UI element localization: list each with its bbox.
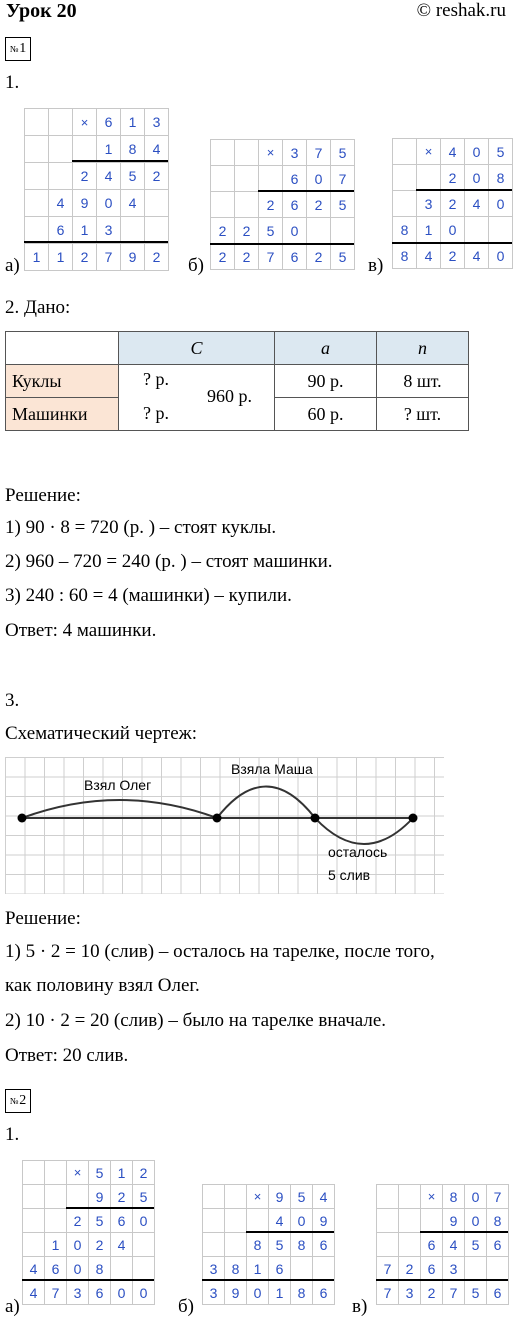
mult-b-label: б) bbox=[188, 255, 204, 276]
scheme-title: Схематический чертеж: bbox=[5, 723, 198, 744]
mult-a-cell-r2-c1 bbox=[49, 163, 73, 190]
mult-b-cell-r2-c5: 5 bbox=[331, 192, 355, 218]
mult2-a-cell-r4-c5 bbox=[133, 1257, 155, 1281]
mult2-b-label: б) bbox=[178, 1296, 194, 1317]
mult2-b-cell-r3-c3: 6 bbox=[269, 1257, 291, 1281]
mult2-a-cell-r4-c3: 8 bbox=[89, 1257, 111, 1281]
mult-grid-a bbox=[24, 108, 169, 271]
mult-v-line-1 bbox=[416, 189, 512, 191]
mult2-a-cell-r5-c2: 3 bbox=[67, 1281, 89, 1305]
mult2-a-cell-r3-c1: 1 bbox=[45, 1233, 67, 1257]
mult2-b-cell-r3-c5 bbox=[313, 1257, 335, 1281]
mult2-v-cell-r0-c5: 7 bbox=[487, 1185, 509, 1209]
solution-2-step-3: 3) 240 : 60 = 4 (машинки) – купили. bbox=[5, 585, 292, 606]
mult-grid-b bbox=[210, 139, 355, 270]
mult2-b-cell-r0-c2: × bbox=[247, 1185, 269, 1209]
mult-a-cell-r3-c4: 4 bbox=[121, 190, 145, 217]
mult-a-cell-r0-c2: × bbox=[73, 109, 97, 136]
mult2-b-cell-r1-c4: 0 bbox=[291, 1209, 313, 1233]
mult-b-cell-r1-c3: 6 bbox=[283, 166, 307, 192]
mult2-a-cell-r1-c0 bbox=[23, 1185, 45, 1209]
mult2-a-cell-r3-c2: 0 bbox=[67, 1233, 89, 1257]
mult2-b-cell-r2-c4: 8 bbox=[291, 1233, 313, 1257]
mult-v-cell-r3-c3 bbox=[465, 217, 489, 243]
mult-v-cell-r1-c2: 2 bbox=[441, 165, 465, 191]
mult-a-cell-r4-c4 bbox=[121, 217, 145, 244]
mult-v-cell-r0-c0 bbox=[393, 139, 417, 165]
mult-a-cell-r1-c0 bbox=[25, 136, 49, 163]
mult2-a-line-2 bbox=[22, 1279, 154, 1281]
mult2-a-cell-r3-c0 bbox=[23, 1233, 45, 1257]
solution-title-3: Решение: bbox=[5, 908, 81, 929]
mult-a-cell-r1-c4: 8 bbox=[121, 136, 145, 163]
mult2-v-cell-r2-c1 bbox=[399, 1233, 421, 1257]
mult2-v-cell-r4-c2: 2 bbox=[421, 1281, 443, 1305]
mult-b-cell-r3-c0: 2 bbox=[211, 218, 235, 244]
mult2-b-cell-r1-c1 bbox=[225, 1209, 247, 1233]
mult2-v-line-2 bbox=[376, 1279, 508, 1281]
mult-a-cell-r5-c3: 7 bbox=[97, 244, 121, 271]
mult2-b-cell-r0-c0 bbox=[203, 1185, 225, 1209]
mult-a-cell-r2-c2: 2 bbox=[73, 163, 97, 190]
mult2-v-cell-r1-c1 bbox=[399, 1209, 421, 1233]
scheme-svg bbox=[5, 757, 444, 894]
mult2-a-cell-r0-c0 bbox=[23, 1161, 45, 1185]
mult2-b-cell-r0-c3: 9 bbox=[269, 1185, 291, 1209]
mult2-b-cell-r3-c4 bbox=[291, 1257, 313, 1281]
solution-2-step-2: 2) 960 – 720 = 240 (р. ) – стоят машинки. bbox=[5, 551, 333, 572]
mult2-v-cell-r4-c0: 7 bbox=[377, 1281, 399, 1305]
solution-3-step-1: 1) 5 · 2 = 10 (слив) – осталось на тарелке, после того, bbox=[5, 941, 435, 962]
row-label-dolls: Куклы bbox=[6, 365, 119, 398]
mult2-v-cell-r4-c3: 7 bbox=[443, 1281, 465, 1305]
col-head-a: a bbox=[275, 332, 377, 365]
label-oleg: Взял Олег bbox=[84, 777, 152, 793]
mult-v-cell-r2-c0 bbox=[393, 191, 417, 217]
point-oleg-end bbox=[213, 814, 222, 823]
mult2-v-cell-r3-c1: 2 bbox=[399, 1257, 421, 1281]
mult2-b-cell-r4-c0: 3 bbox=[203, 1281, 225, 1305]
mult-v-cell-r3-c0: 8 bbox=[393, 217, 417, 243]
label-left-2: 5 слив bbox=[328, 867, 371, 883]
mult2-v-cell-r0-c2: × bbox=[421, 1185, 443, 1209]
mult2-b-line-1 bbox=[246, 1231, 334, 1233]
mult2-v-cell-r3-c0: 7 bbox=[377, 1257, 399, 1281]
site-credit: © reshak.ru bbox=[416, 0, 506, 21]
mult2-v-cell-r0-c4: 0 bbox=[465, 1185, 487, 1209]
mult-b-cell-r4-c2: 7 bbox=[259, 244, 283, 270]
mult-b-cell-r4-c5: 5 bbox=[331, 244, 355, 270]
oleg-arc bbox=[22, 800, 217, 818]
mult-b-cell-r1-c4: 0 bbox=[307, 166, 331, 192]
mult-v-cell-r3-c2: 0 bbox=[441, 217, 465, 243]
mult2-b-cell-r4-c3: 1 bbox=[269, 1281, 291, 1305]
mult-a-cell-r3-c3: 0 bbox=[97, 190, 121, 217]
mult2-a-cell-r0-c3: 5 bbox=[89, 1161, 111, 1185]
solution-title-2: Решение: bbox=[5, 485, 81, 506]
mult2-a-cell-r0-c5: 2 bbox=[133, 1161, 155, 1185]
mult-a-cell-r5-c5: 2 bbox=[145, 244, 169, 271]
mult2-b-cell-r0-c1 bbox=[225, 1185, 247, 1209]
mult2-a-line-1 bbox=[66, 1207, 154, 1209]
mult2-v-cell-r2-c4: 5 bbox=[465, 1233, 487, 1257]
scheme-drawing bbox=[5, 757, 444, 894]
mult2-a-cell-r5-c4: 0 bbox=[111, 1281, 133, 1305]
mult-b-cell-r2-c2: 2 bbox=[259, 192, 283, 218]
mult-a-cell-r0-c0 bbox=[25, 109, 49, 136]
mult2-v-cell-r4-c5: 6 bbox=[487, 1281, 509, 1305]
mult2-a-cell-r0-c4: 1 bbox=[111, 1161, 133, 1185]
mult2-v-cell-r4-c1: 3 bbox=[399, 1281, 421, 1305]
col-head-C: C bbox=[119, 332, 275, 365]
mult2-grid-v bbox=[376, 1184, 509, 1305]
mult-b-cell-r0-c2: × bbox=[259, 140, 283, 166]
mult-a-cell-r3-c1: 4 bbox=[49, 190, 73, 217]
mult2-b-cell-r1-c3: 4 bbox=[269, 1209, 291, 1233]
mult-v-cell-r1-c4: 8 bbox=[489, 165, 513, 191]
mult-v-cell-r4-c3: 4 bbox=[465, 243, 489, 269]
point-start bbox=[18, 814, 27, 823]
mult-v-cell-r2-c1: 3 bbox=[417, 191, 441, 217]
mult2-b-cell-r4-c1: 9 bbox=[225, 1281, 247, 1305]
mult2-a-cell-r5-c0: 4 bbox=[23, 1281, 45, 1305]
mult2-a-label: а) bbox=[5, 1296, 20, 1317]
solution-3-step-2: 2) 10 · 2 = 20 (слив) – было на тарелке вначале. bbox=[5, 1010, 387, 1031]
answer-3: Ответ: 20 слив. bbox=[5, 1045, 129, 1066]
col-head-n: n bbox=[377, 332, 469, 365]
mult-a-cell-r3-c5 bbox=[145, 190, 169, 217]
cars-cost: ? р. bbox=[143, 403, 169, 423]
given-table bbox=[5, 331, 469, 431]
mult2-a-cell-r2-c2: 2 bbox=[67, 1209, 89, 1233]
mult2-a-cell-r4-c0: 4 bbox=[23, 1257, 45, 1281]
mult-b-cell-r2-c3: 6 bbox=[283, 192, 307, 218]
mult2-b-cell-r3-c0: 3 bbox=[203, 1257, 225, 1281]
left-arc bbox=[315, 818, 413, 844]
mult-a-cell-r1-c2 bbox=[73, 136, 97, 163]
mult-b-cell-r4-c0: 2 bbox=[211, 244, 235, 270]
mult2-b-cell-r4-c5: 6 bbox=[313, 1281, 335, 1305]
mult2-a-cell-r3-c5 bbox=[133, 1233, 155, 1257]
mult-b-cell-r3-c1: 2 bbox=[235, 218, 259, 244]
mult-v-cell-r4-c0: 8 bbox=[393, 243, 417, 269]
mult2-v-cell-r2-c5: 6 bbox=[487, 1233, 509, 1257]
task-2-item-1-number: 1. bbox=[5, 1124, 20, 1145]
mult-b-cell-r3-c5 bbox=[331, 218, 355, 244]
mult-a-cell-r4-c5 bbox=[145, 217, 169, 244]
mult-b-cell-r0-c3: 3 bbox=[283, 140, 307, 166]
dolls-price: 90 р. bbox=[275, 365, 377, 398]
mult-v-cell-r0-c1: × bbox=[417, 139, 441, 165]
mult-a-cell-r4-c0 bbox=[25, 217, 49, 244]
mult2-a-cell-r2-c0 bbox=[23, 1209, 45, 1233]
mult-a-cell-r0-c4: 1 bbox=[121, 109, 145, 136]
mult2-v-cell-r2-c0 bbox=[377, 1233, 399, 1257]
mult2-b-cell-r2-c5: 6 bbox=[313, 1233, 335, 1257]
mult2-v-cell-r0-c0 bbox=[377, 1185, 399, 1209]
mult-a-line-1 bbox=[72, 160, 168, 162]
mult-b-cell-r4-c1: 2 bbox=[235, 244, 259, 270]
mult-a-line-2 bbox=[24, 241, 168, 243]
mult2-b-cell-r1-c0 bbox=[203, 1209, 225, 1233]
item-2-title: 2. Дано: bbox=[5, 297, 71, 318]
item-3-number: 3. bbox=[5, 690, 20, 711]
mult-a-cell-r3-c2: 9 bbox=[73, 190, 97, 217]
masha-arc bbox=[217, 787, 315, 819]
mult-b-cell-r4-c3: 6 bbox=[283, 244, 307, 270]
mult2-b-cell-r2-c1 bbox=[225, 1233, 247, 1257]
mult-v-cell-r1-c1 bbox=[417, 165, 441, 191]
mult-a-cell-r5-c4: 9 bbox=[121, 244, 145, 271]
mult2-a-cell-r1-c3: 9 bbox=[89, 1185, 111, 1209]
mult2-grid-a bbox=[22, 1160, 155, 1305]
answer-2: Ответ: 4 машинки. bbox=[5, 620, 157, 641]
mult-a-label: а) bbox=[5, 255, 20, 276]
mult2-v-cell-r4-c4: 5 bbox=[465, 1281, 487, 1305]
mult-b-line-2 bbox=[210, 243, 354, 245]
mult-b-cell-r2-c0 bbox=[211, 192, 235, 218]
mult-b-cell-r1-c2 bbox=[259, 166, 283, 192]
mult-b-cell-r0-c0 bbox=[211, 140, 235, 166]
mult-b-cell-r1-c1 bbox=[235, 166, 259, 192]
mult2-v-cell-r3-c2: 6 bbox=[421, 1257, 443, 1281]
mult-a-cell-r2-c0 bbox=[25, 163, 49, 190]
mult-a-cell-r3-c0 bbox=[25, 190, 49, 217]
mult-a-cell-r1-c1 bbox=[49, 136, 73, 163]
mult2-v-cell-r3-c3: 3 bbox=[443, 1257, 465, 1281]
label-left-1: осталось bbox=[328, 844, 388, 860]
label-masha: Взяла Маша bbox=[231, 760, 313, 777]
mult2-a-cell-r4-c1: 6 bbox=[45, 1257, 67, 1281]
mult2-a-cell-r3-c4: 4 bbox=[111, 1233, 133, 1257]
mult-a-cell-r0-c3: 6 bbox=[97, 109, 121, 136]
task-1-badge: № 1 bbox=[5, 37, 31, 61]
mult2-a-cell-r2-c3: 5 bbox=[89, 1209, 111, 1233]
mult2-v-cell-r1-c4: 0 bbox=[465, 1209, 487, 1233]
mult2-b-cell-r3-c2: 1 bbox=[247, 1257, 269, 1281]
item-1-number: 1. bbox=[5, 72, 20, 93]
mult-a-cell-r0-c1 bbox=[49, 109, 73, 136]
mult2-b-cell-r4-c2: 0 bbox=[247, 1281, 269, 1305]
mult-v-cell-r4-c1: 4 bbox=[417, 243, 441, 269]
mult-v-cell-r1-c3: 0 bbox=[465, 165, 489, 191]
mult2-b-cell-r2-c0 bbox=[203, 1233, 225, 1257]
mult-a-cell-r2-c4: 5 bbox=[121, 163, 145, 190]
mult2-a-cell-r2-c1 bbox=[45, 1209, 67, 1233]
mult2-a-cell-r1-c4: 2 bbox=[111, 1185, 133, 1209]
mult2-v-label: в) bbox=[352, 1296, 368, 1317]
mult-b-cell-r2-c4: 2 bbox=[307, 192, 331, 218]
mult2-b-cell-r0-c4: 5 bbox=[291, 1185, 313, 1209]
lesson-title: Урок 20 bbox=[6, 0, 77, 22]
mult-grid-v bbox=[392, 138, 513, 269]
mult-b-cell-r0-c4: 7 bbox=[307, 140, 331, 166]
mult-b-cell-r3-c2: 5 bbox=[259, 218, 283, 244]
mult2-v-cell-r1-c3: 9 bbox=[443, 1209, 465, 1233]
mult2-v-cell-r0-c3: 8 bbox=[443, 1185, 465, 1209]
mult2-a-cell-r4-c4 bbox=[111, 1257, 133, 1281]
mult2-a-cell-r2-c5: 0 bbox=[133, 1209, 155, 1233]
mult-a-cell-r5-c0: 1 bbox=[25, 244, 49, 271]
mult-a-cell-r0-c5: 3 bbox=[145, 109, 169, 136]
mult-v-cell-r3-c1: 1 bbox=[417, 217, 441, 243]
mult-v-cell-r1-c0 bbox=[393, 165, 417, 191]
mult-v-cell-r0-c3: 0 bbox=[465, 139, 489, 165]
mult2-v-cell-r2-c2: 6 bbox=[421, 1233, 443, 1257]
mult2-b-cell-r4-c4: 8 bbox=[291, 1281, 313, 1305]
mult-b-line-1 bbox=[258, 190, 354, 192]
mult-a-cell-r1-c3: 1 bbox=[97, 136, 121, 163]
mult-v-cell-r2-c3: 4 bbox=[465, 191, 489, 217]
solution-2-step-1: 1) 90 · 8 = 720 (р. ) – стоят куклы. bbox=[5, 517, 277, 538]
mult2-b-cell-r1-c5: 9 bbox=[313, 1209, 335, 1233]
cars-count: ? шт. bbox=[377, 398, 469, 431]
mult-b-cell-r3-c3: 0 bbox=[283, 218, 307, 244]
mult-v-cell-r2-c4: 0 bbox=[489, 191, 513, 217]
mult-v-line-2 bbox=[392, 242, 512, 244]
mult2-a-cell-r0-c1 bbox=[45, 1161, 67, 1185]
mult2-b-cell-r3-c1: 8 bbox=[225, 1257, 247, 1281]
mult-a-cell-r5-c2: 2 bbox=[73, 244, 97, 271]
task-2-badge: № 2 bbox=[5, 1089, 31, 1113]
mult-b-cell-r3-c4 bbox=[307, 218, 331, 244]
mult-a-cell-r4-c1: 6 bbox=[49, 217, 73, 244]
mult2-v-cell-r1-c2 bbox=[421, 1209, 443, 1233]
mult2-v-cell-r3-c5 bbox=[487, 1257, 509, 1281]
mult2-v-cell-r2-c3: 4 bbox=[443, 1233, 465, 1257]
mult-v-cell-r0-c4: 5 bbox=[489, 139, 513, 165]
mult2-a-cell-r1-c2 bbox=[67, 1185, 89, 1209]
total-cost: 960 р. bbox=[207, 386, 252, 406]
mult2-a-cell-r1-c1 bbox=[45, 1185, 67, 1209]
mult2-v-cell-r1-c0 bbox=[377, 1209, 399, 1233]
mult-b-cell-r4-c4: 2 bbox=[307, 244, 331, 270]
mult-a-cell-r2-c5: 2 bbox=[145, 163, 169, 190]
dolls-cost: ? р. bbox=[143, 369, 169, 389]
mult-v-cell-r0-c2: 4 bbox=[441, 139, 465, 165]
mult-a-cell-r1-c5: 4 bbox=[145, 136, 169, 163]
mult-b-cell-r1-c0 bbox=[211, 166, 235, 192]
mult-b-cell-r0-c1 bbox=[235, 140, 259, 166]
mult2-a-cell-r5-c5: 0 bbox=[133, 1281, 155, 1305]
mult-v-label: в) bbox=[368, 255, 384, 276]
mult2-a-cell-r0-c2: × bbox=[67, 1161, 89, 1185]
mult-b-cell-r2-c1 bbox=[235, 192, 259, 218]
point-end bbox=[409, 814, 418, 823]
cars-price: 60 р. bbox=[275, 398, 377, 431]
mult-a-cell-r5-c1: 1 bbox=[49, 244, 73, 271]
mult-v-cell-r3-c4 bbox=[489, 217, 513, 243]
mult2-b-cell-r0-c5: 4 bbox=[313, 1185, 335, 1209]
mult-v-cell-r4-c4: 0 bbox=[489, 243, 513, 269]
cost-cell bbox=[119, 365, 275, 431]
mult2-a-cell-r2-c4: 6 bbox=[111, 1209, 133, 1233]
mult-v-cell-r4-c2: 2 bbox=[441, 243, 465, 269]
mult-v-cell-r2-c2: 2 bbox=[441, 191, 465, 217]
row-label-cars: Машинки bbox=[6, 398, 119, 431]
solution-3-step-1-cont: как половину взял Олег. bbox=[5, 975, 200, 996]
mult2-a-cell-r3-c3: 2 bbox=[89, 1233, 111, 1257]
mult2-a-cell-r5-c3: 6 bbox=[89, 1281, 111, 1305]
mult2-a-cell-r4-c2: 0 bbox=[67, 1257, 89, 1281]
mult2-b-cell-r2-c2: 8 bbox=[247, 1233, 269, 1257]
mult2-a-cell-r1-c5: 5 bbox=[133, 1185, 155, 1209]
mult-b-cell-r0-c5: 5 bbox=[331, 140, 355, 166]
mult2-v-cell-r0-c1 bbox=[399, 1185, 421, 1209]
mult-a-cell-r4-c2: 1 bbox=[73, 217, 97, 244]
mult2-a-cell-r5-c1: 7 bbox=[45, 1281, 67, 1305]
dolls-count: 8 шт. bbox=[377, 365, 469, 398]
mult-a-cell-r2-c3: 4 bbox=[97, 163, 121, 190]
table-corner bbox=[6, 332, 119, 365]
mult2-b-cell-r1-c2 bbox=[247, 1209, 269, 1233]
mult2-v-cell-r3-c4 bbox=[465, 1257, 487, 1281]
mult2-b-cell-r2-c3: 5 bbox=[269, 1233, 291, 1257]
mult2-v-cell-r1-c5: 8 bbox=[487, 1209, 509, 1233]
mult-a-cell-r4-c3: 3 bbox=[97, 217, 121, 244]
mult2-b-line-2 bbox=[202, 1279, 334, 1281]
mult2-grid-b bbox=[202, 1184, 335, 1305]
point-masha-end bbox=[311, 814, 320, 823]
mult-b-cell-r1-c5: 7 bbox=[331, 166, 355, 192]
mult2-v-line-1 bbox=[420, 1231, 508, 1233]
